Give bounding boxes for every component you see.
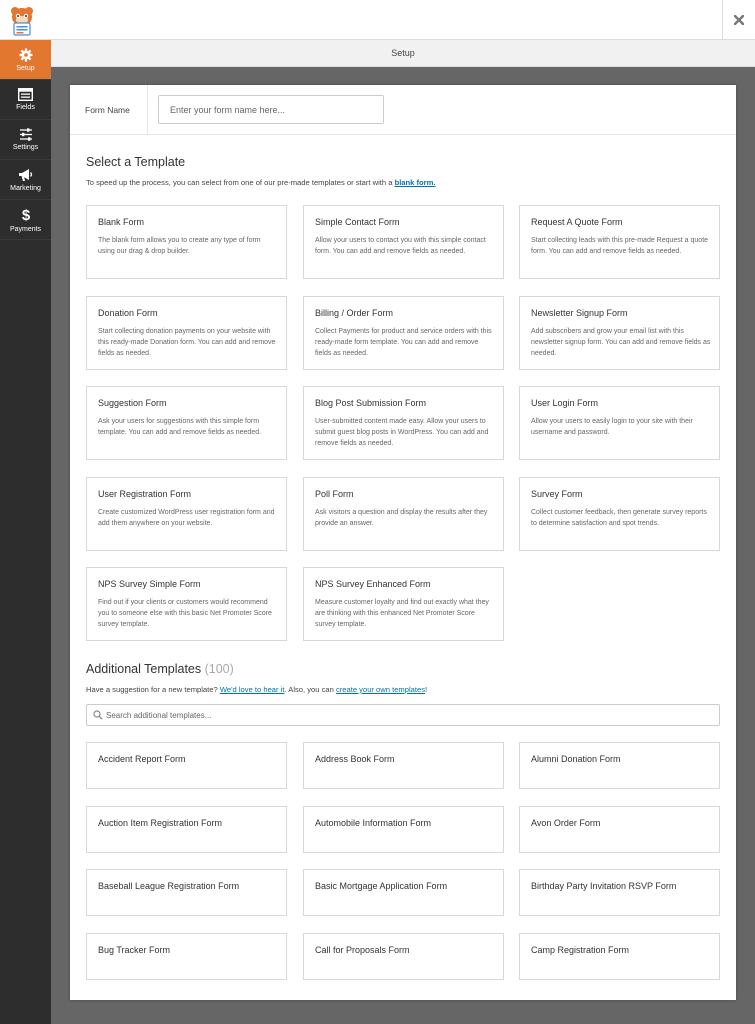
sidebar	[0, 40, 51, 1024]
template-name: Camp Registration Form	[531, 945, 630, 956]
form-name-row	[70, 85, 736, 135]
template-name: Avon Order Form	[531, 817, 601, 828]
sidebar-item-label: Setup	[16, 64, 35, 72]
template-name: Simple Contact Form	[315, 217, 400, 227]
template-name: Alumni Donation Form	[531, 754, 621, 764]
template-card[interactable]	[519, 742, 720, 789]
sidebar-item-label: Marketing	[10, 184, 41, 192]
template-name: Blank Form	[98, 217, 145, 227]
template-name: Newsletter Signup Form	[531, 307, 628, 318]
sidebar-item-payments[interactable]	[0, 200, 51, 240]
template-name: Auction Item Registration Form	[98, 817, 223, 828]
select-template-desc-text: To speed up the process, you can select from one of our pre-made templates or start with a	[86, 178, 395, 187]
template-description: Collect customer feedback, then generate survey reports to determine satisfaction and spot trends.	[531, 508, 707, 527]
template-name: Bug Tracker Form	[98, 945, 171, 956]
additional-desc-end: !	[425, 685, 428, 694]
template-card[interactable]	[303, 567, 504, 641]
sidebar-item-setup[interactable]	[0, 40, 51, 80]
setup-panel	[70, 85, 736, 1000]
template-name: NPS Survey Simple Form	[98, 579, 201, 589]
sidebar-item-label: Payments	[9, 225, 42, 233]
template-card[interactable]	[303, 933, 504, 980]
megaphone-icon	[18, 168, 33, 182]
template-description: Allow your users to easily login to your site with their username and password.	[531, 418, 693, 436]
template-card[interactable]	[303, 742, 504, 789]
template-card[interactable]	[303, 869, 504, 916]
template-name: User Login Form	[531, 398, 599, 408]
template-name: Donation Form	[98, 307, 158, 318]
template-name: Address Book Form	[315, 754, 395, 764]
template-card[interactable]	[519, 386, 720, 460]
template-card[interactable]	[519, 869, 720, 916]
template-card[interactable]	[519, 296, 720, 370]
template-description: User-submitted content made easy. Allow your users to submit guest blog posts in WordPress. You can add and remove fields as needed.	[315, 418, 489, 447]
template-card[interactable]	[86, 933, 287, 980]
additional-templates-title-text: Additional Templates	[86, 662, 202, 676]
additional-desc-middle: . Also, you can	[284, 685, 336, 694]
template-description: Start collecting leads with this pre-made Request a quote form. You can add and remove fields as needed.	[531, 237, 709, 255]
template-card[interactable]	[303, 205, 504, 279]
template-name: Blog Post Submission Form	[315, 398, 427, 408]
dollar-icon	[21, 207, 31, 223]
fields-list-icon	[18, 88, 33, 101]
template-description: Find out if your clients or customers would recommend you to someone else with this basic Net Promoter Score survey template.	[98, 599, 272, 628]
template-name: Basic Mortgage Application Form	[315, 881, 448, 892]
sidebar-item-label: Fields	[16, 104, 35, 111]
template-card[interactable]	[86, 296, 287, 370]
template-name: User Registration Form	[98, 488, 192, 499]
sliders-icon	[19, 128, 33, 141]
template-search-box	[86, 704, 720, 726]
template-name: Automobile Information Form	[315, 817, 432, 828]
sidebar-item-fields[interactable]	[0, 80, 51, 120]
template-description: Ask visitors a question and display the results after they provide an answer.	[315, 508, 488, 527]
template-description: Add subscribers and grow your email list with this newsletter signup form. You can add and remove fields as needed.	[531, 327, 711, 357]
template-description: Collect Payments for product and service orders with this ready-made form template. You can add and remove fields as needed.	[315, 327, 492, 357]
search-icon	[93, 710, 103, 720]
wpforms-logo	[6, 4, 38, 36]
template-card[interactable]	[86, 386, 287, 460]
template-name: NPS Survey Enhanced Form	[315, 579, 431, 589]
template-card[interactable]	[519, 477, 720, 551]
template-description: Allow your users to contact you with this simple contact form. You can add and remove fields as needed.	[315, 237, 486, 255]
template-card[interactable]	[519, 933, 720, 980]
additional-desc-text: Have a suggestion for a new template?	[86, 685, 220, 694]
template-name: Billing / Order Form	[315, 307, 394, 318]
template-card[interactable]	[86, 742, 287, 789]
template-name: Baseball League Registration Form	[98, 881, 240, 892]
suggest-template-link[interactable]: We'd love to hear it	[219, 685, 285, 694]
template-search-input[interactable]	[106, 705, 706, 725]
template-description: The blank form allows you to create any type of form using our drag & drop builder.	[98, 237, 261, 255]
form-name-label: Form Name	[70, 85, 148, 135]
template-description: Measure customer loyalty and find out exactly what they are thinking with this enhanced Net Promoter Score survey template.	[315, 599, 489, 628]
template-card[interactable]	[303, 296, 504, 370]
template-card[interactable]	[86, 477, 287, 551]
template-name: Suggestion Form	[98, 398, 167, 408]
gear-icon	[19, 48, 33, 62]
template-name: Request A Quote Form	[531, 217, 623, 227]
template-card[interactable]	[303, 477, 504, 551]
blank-form-link[interactable]: blank form.	[394, 178, 436, 187]
top-bar	[0, 0, 755, 40]
template-card[interactable]	[86, 806, 287, 853]
page-title: Setup	[391, 48, 415, 58]
template-name: Survey Form	[531, 488, 583, 499]
template-description: Ask your users for suggestions with this simple form template. You can add and remove fields as needed.	[98, 418, 262, 436]
additional-templates-title	[86, 662, 234, 676]
template-card[interactable]	[303, 806, 504, 853]
template-card[interactable]	[303, 386, 504, 460]
template-name: Accident Report Form	[98, 754, 186, 764]
template-card[interactable]	[519, 205, 720, 279]
additional-templates-description	[86, 685, 427, 694]
template-card[interactable]	[519, 806, 720, 853]
select-template-description	[86, 178, 436, 187]
template-name: Poll Form	[315, 488, 354, 499]
additional-templates-count: (100)	[204, 662, 234, 676]
template-name: Call for Proposals Form	[315, 945, 410, 956]
panel-header	[51, 40, 755, 67]
form-name-input[interactable]	[158, 95, 384, 124]
select-template-title: Select a Template	[86, 155, 186, 169]
template-description: Start collecting donation payments on your website with this ready-made Donation form. You can add and remove fields as needed.	[98, 327, 276, 357]
create-template-link[interactable]: create your own templates	[335, 685, 426, 694]
close-button[interactable]	[722, 0, 755, 40]
sidebar-item-settings[interactable]	[0, 120, 51, 160]
svg-text:$: $	[21, 206, 30, 223]
template-card[interactable]	[86, 205, 287, 279]
sidebar-item-label: Settings	[12, 144, 39, 151]
template-card[interactable]	[86, 869, 287, 916]
template-card[interactable]	[86, 567, 287, 641]
template-description: Create customized WordPress user registration form and add them anywhere on your website.	[98, 508, 275, 527]
template-name: Birthday Party Invitation RSVP Form	[531, 881, 677, 892]
sidebar-item-marketing[interactable]	[0, 160, 51, 200]
close-icon	[734, 15, 744, 25]
